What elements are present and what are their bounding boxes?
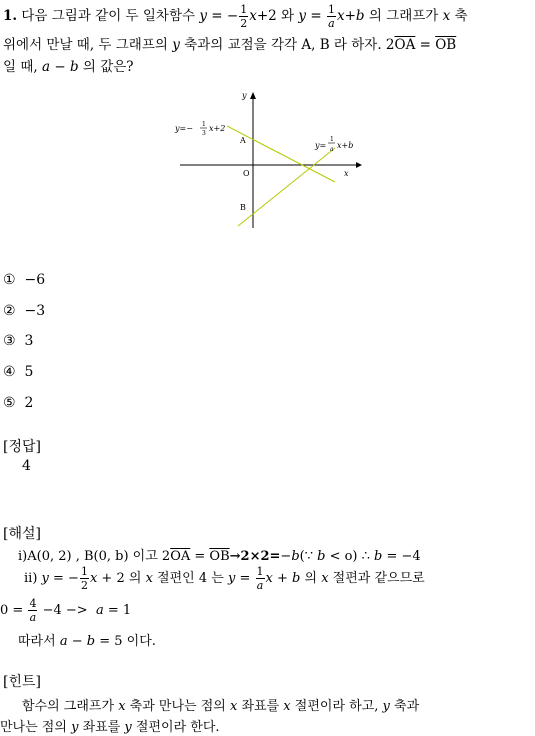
svg-text:y=: y= (315, 141, 327, 150)
answer-value: 4 (22, 458, 31, 474)
choice-4[interactable]: ④ 5 (3, 364, 34, 380)
question-line-1: 1. 다음 그림과 같이 두 일차함수 y = − $\frac{1}{2}$ x+2 와 y = $\frac{1}{a}$ x+b 의 그래프가 x 축 (3, 3, 468, 30)
answer-label: [정답] (3, 439, 41, 455)
choice-2[interactable]: ② −3 (3, 303, 46, 319)
question-line-2: 위에서 만날 때, 두 그래프의 y 축과의 교점을 각각 A, B 라 하자. $2\overline{OA} = \overline{OB}$ (3, 37, 457, 53)
hint-line-1: 함수의 그래프가 x 축과 만나는 점의 x 좌표를 x 절편이라 하고, y 축과 (22, 699, 420, 714)
choice-3[interactable]: ③ 3 (3, 333, 34, 349)
x-axis-arrow (356, 162, 362, 168)
explanation-line-1: ⅰ)A(0, 2) , B(0, b) 이고 $2\overline{OA}$ = $\overline{OB}\to 2\times 2=-b(\because$ b < o) ∴ b = −4 (18, 549, 421, 564)
question-text: 다음 그림과 같이 두 일차함수 (21, 8, 196, 24)
explanation-line-3: 0 = $\frac{4}{a}$ −4 −> a = 1 (0, 597, 132, 624)
svg-text:x+2: x+2 (209, 124, 226, 133)
svg-text:1: 1 (202, 121, 206, 128)
question-line-3: 일 때, a − b 의 값은? (3, 59, 134, 75)
question-number: 1. (3, 8, 18, 24)
explanation-line-2: ⅱ) y = − $\frac{1}{2}$ x + 2 의 x 절편인 4 는 y = $\frac{1}{a}$ x + b 의 x 절편과 같으므로 (24, 565, 425, 592)
line-2-label (314, 136, 353, 153)
line-1-label (174, 121, 225, 137)
x-axis-label: x (344, 169, 349, 178)
svg-text:1: 1 (330, 136, 334, 143)
svg-text:3: 3 (202, 130, 206, 137)
y-axis-label: y (242, 91, 247, 100)
choice-1[interactable]: ① −6 (3, 272, 46, 288)
explanation-line-4: 따라서 a − b = 5 이다. (18, 634, 156, 649)
svg-text:x+b: x+b (337, 141, 354, 150)
hint-label: [힌트] (3, 674, 41, 690)
hint-line-2: 만나는 점의 y 좌표를 y 절편이라 한다. (0, 720, 220, 735)
graph-figure (170, 88, 370, 233)
explanation-label: [해설] (3, 526, 41, 542)
y-axis-arrow (250, 92, 256, 99)
choice-5[interactable]: ⑤ 2 (3, 395, 34, 411)
svg-text:a: a (330, 146, 334, 153)
origin-label: O (243, 169, 250, 178)
point-b-label: B (240, 203, 246, 212)
point-a-label: A (240, 136, 246, 145)
svg-text:y=−: y=− (175, 124, 193, 133)
